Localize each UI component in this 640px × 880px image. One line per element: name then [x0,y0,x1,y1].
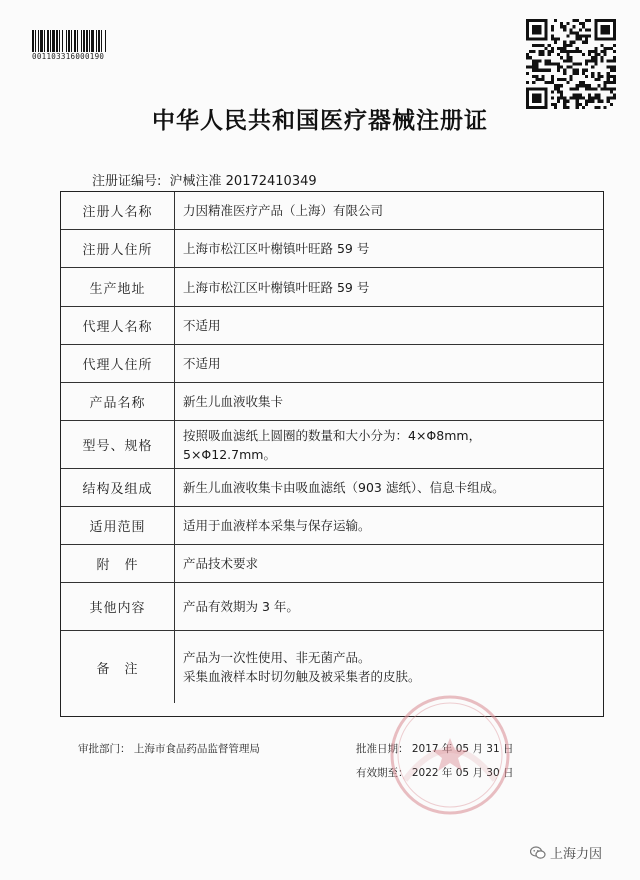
row-value [183,192,595,229]
expiry-date-label: 有效期至： [356,767,409,779]
approval-date-value: 2017 年 05 月 31 日 [411,743,514,755]
row-value [183,421,595,468]
registration-number [92,170,321,189]
table-row [61,345,603,383]
row-label: 适用范围 [61,507,175,544]
table-row [61,268,603,307]
row-label: 产品名称 [61,383,175,420]
row-label: 附 件 [61,545,175,582]
info-table [60,191,604,717]
row-value-line: 5×Φ12.7mm。 [183,446,276,462]
expiry-date-value: 2022 年 05 月 30 日 [411,767,514,779]
table-row [61,469,603,507]
row-label: 备 注 [61,631,175,703]
row-value-line: 上海市松江区叶榭镇叶旺路 59 号 [183,241,370,256]
row-value-line: 产品技术要求 [183,556,259,571]
row-value [183,307,595,344]
row-label: 代理人名称 [61,307,175,344]
registration-number-value: 沪械注准 20172410349 [169,174,317,189]
row-value [183,583,595,630]
official-seal-icon [385,690,515,820]
row-label: 代理人住所 [61,345,175,382]
table-row [61,307,603,345]
row-value [183,383,595,420]
table-row [61,383,603,421]
registration-number-label: 注册证编号: [92,174,162,189]
row-value-line: 采集血液样本时切勿触及被采集者的皮肤。 [183,669,421,684]
row-value-line: 上海市松江区叶榭镇叶旺路 59 号 [183,279,370,295]
row-value-line: 新生儿血液收集卡 [183,394,284,409]
row-value-line: 适用于血液样本采集与保存运输。 [183,518,371,533]
wechat-watermark-text: 上海力因 [550,847,603,862]
row-value-line: 新生儿血液收集卡由吸血滤纸（903 滤纸）、信息卡组成。 [183,480,505,495]
row-label: 生产地址 [61,268,175,306]
approval-department-value: 上海市食品药品监督管理局 [133,743,260,755]
row-value-line: 不适用 [183,318,221,333]
row-value [183,469,595,506]
barcode-number: 0011033160001​90 [32,52,105,61]
row-label: 型号、规格 [61,421,175,468]
row-value-line: 不适用 [183,356,221,371]
row-value-line: 产品有效期为 3 年。 [183,599,299,614]
table-row [61,583,603,631]
page-title: 中华人民共和国医疗器械注册证 [152,108,488,134]
table-row [61,421,603,469]
barcode-icon [32,30,134,52]
row-label: 注册人名称 [61,192,175,229]
row-label: 其他内容 [61,583,175,630]
row-value-line: 力因精准医疗产品（上海）有限公司 [183,203,384,218]
table-row [61,230,603,268]
table-row [61,631,603,703]
wechat-icon [530,846,546,860]
wechat-watermark [530,843,602,862]
row-value [183,268,595,306]
row-label: 结构及组成 [61,469,175,506]
approval-department [78,741,260,756]
row-value [183,545,595,582]
approval-department-label: 审批部门： [78,743,131,755]
table-row [61,545,603,583]
row-value-line: 按照吸血滤纸上圆圈的数量和大小分为：4×Φ8mm， [183,427,482,443]
row-value [183,230,595,267]
row-value [183,507,595,544]
table-row [61,192,603,230]
row-label: 注册人住所 [61,230,175,267]
qr-code-icon [526,19,616,109]
row-value [183,345,595,382]
table-row [61,507,603,545]
approval-date-label: 批准日期： [356,743,409,755]
row-value-line: 产品为一次性使用、非无菌产品。 [183,650,371,665]
